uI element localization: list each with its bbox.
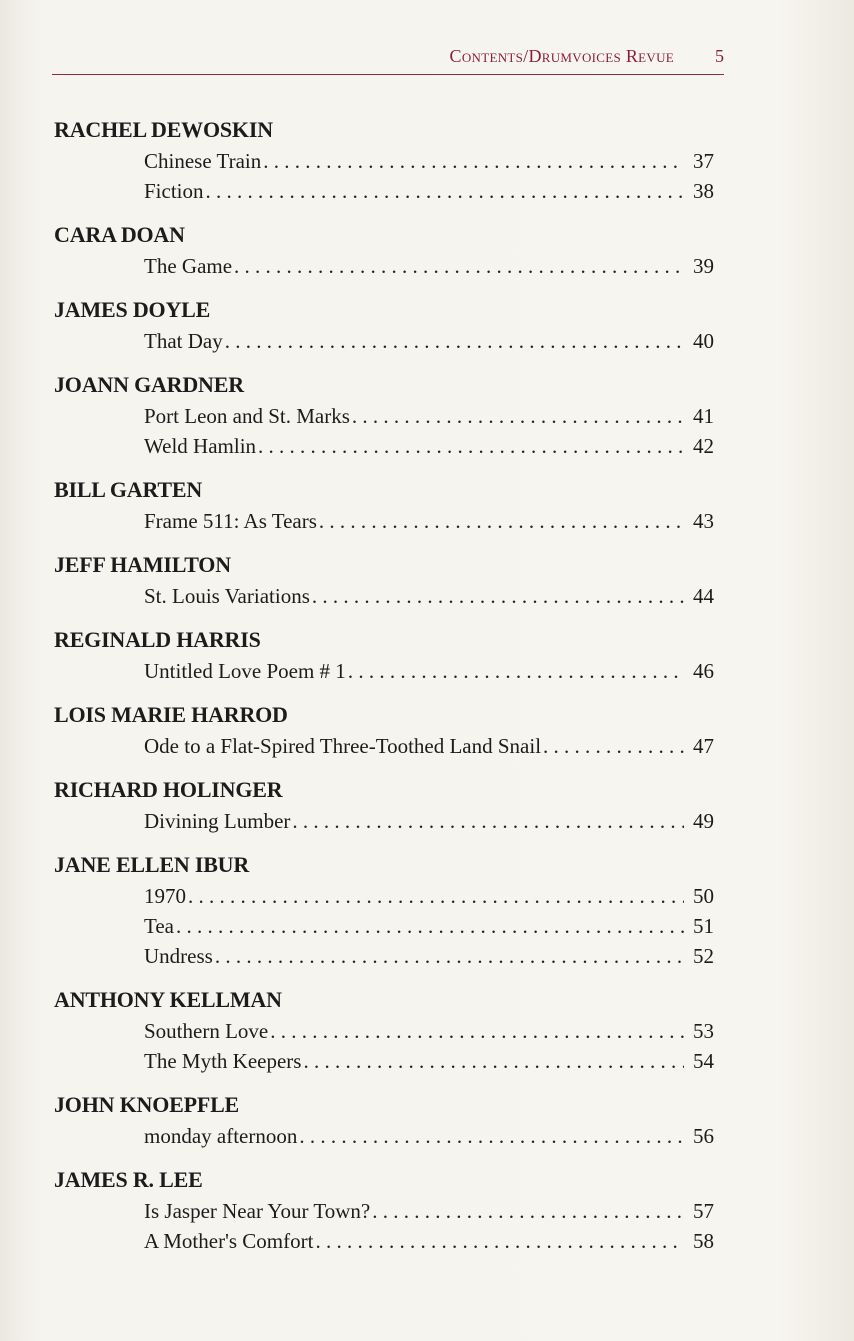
author-name: JOANN GARDNER [54,372,244,397]
work-page-number: 54 [693,1049,714,1073]
dot-leader [319,506,684,536]
work-page-number: 41 [693,404,714,428]
entry-spacer [54,461,714,473]
toc-entry [54,983,714,1076]
toc-entry [54,293,714,356]
toc-work-row [144,1016,714,1046]
work-title: 1970 [144,884,186,908]
toc-work-row [144,1046,714,1076]
dot-leader [206,176,684,206]
work-title: Weld Hamlin [144,434,257,458]
entry-spacer [54,761,714,773]
dot-leader [188,881,684,911]
work-page-number: 44 [693,584,714,608]
dot-leader [312,581,684,611]
work-page-number: 58 [693,1229,714,1253]
dot-leader [215,941,684,971]
work-title: Is Jasper Near Your Town? [144,1199,371,1223]
work-title: St. Louis Variations [144,584,310,608]
toc-work-row [144,1121,714,1151]
author-name: JOHN KNOEPFLE [54,1092,240,1117]
work-page-number: 40 [693,329,714,353]
entry-spacer [54,536,714,548]
work-page-number: 37 [693,149,714,173]
dot-leader [352,401,684,431]
header-title: Contents/Drumvoices Revue [449,46,674,66]
toc-work-row [144,176,714,206]
work-title: Divining Lumber [144,809,291,833]
dot-leader [258,431,684,461]
toc-work-row [144,431,714,461]
work-page-number: 49 [693,809,714,833]
author-name: JANE ELLEN IBUR [54,852,250,877]
toc-entry [54,848,714,971]
toc-entry [54,218,714,281]
toc-work-row [144,941,714,971]
work-page-number: 42 [693,434,714,458]
toc-entry [54,1088,714,1151]
dot-leader [372,1196,684,1226]
entry-spacer [54,356,714,368]
work-page-number: 46 [693,659,714,683]
toc-entry [54,473,714,536]
toc-work-row [144,731,714,761]
dot-leader [176,911,684,941]
work-page-number: 50 [693,884,714,908]
work-title: Chinese Train [144,149,262,173]
toc-work-row [144,911,714,941]
dot-leader [270,1016,684,1046]
work-page-number: 38 [693,179,714,203]
entry-spacer [54,611,714,623]
work-page-number: 43 [693,509,714,533]
author-name: JEFF HAMILTON [54,552,231,577]
work-page-number: 56 [693,1124,714,1148]
dot-leader [315,1226,684,1256]
toc-work-row [144,881,714,911]
work-page-number: 39 [693,254,714,278]
dot-leader [234,251,684,281]
author-name: ANTHONY KELLMAN [54,987,282,1012]
toc-entry [54,623,714,686]
work-title: The Myth Keepers [144,1049,302,1073]
entry-spacer [54,281,714,293]
toc-entry [54,368,714,461]
toc-work-row [144,581,714,611]
entry-spacer [54,686,714,698]
work-title: Undress [144,944,213,968]
toc-entry [54,113,714,206]
author-name: LOIS MARIE HARROD [54,702,288,727]
header-page-number: 5 [715,46,724,66]
work-title: Southern Love [144,1019,269,1043]
author-name: REGINALD HARRIS [54,627,261,652]
entry-spacer [54,1151,714,1163]
author-name: CARA DOAN [54,222,185,247]
work-page-number: 52 [693,944,714,968]
toc-work-row [144,1196,714,1226]
dot-leader [303,1046,684,1076]
dot-leader [292,806,684,836]
dot-leader [543,731,684,761]
dot-leader [263,146,684,176]
toc-entry [54,1163,714,1256]
entry-spacer [54,836,714,848]
work-title: Port Leon and St. Marks [144,404,350,428]
dot-leader [348,656,684,686]
dot-leader [225,326,684,356]
entry-spacer [54,1076,714,1088]
toc-work-row [144,251,714,281]
toc-work-row [144,326,714,356]
work-page-number: 51 [693,914,714,938]
toc-work-row [144,146,714,176]
toc-work-row [144,656,714,686]
dot-leader [299,1121,684,1151]
entry-spacer [54,206,714,218]
entry-spacer [54,971,714,983]
toc-entry [54,773,714,836]
work-title: Ode to a Flat-Spired Three-Toothed Land Snail [144,734,542,758]
author-name: BILL GARTEN [54,477,203,502]
work-page-number: 47 [693,734,714,758]
work-title: Untitled Love Poem # 1 [144,659,346,683]
toc-work-row [144,506,714,536]
author-name: JAMES R. LEE [54,1167,203,1192]
work-title: A Mother's Comfort [144,1229,314,1253]
work-title: monday afternoon [144,1124,298,1148]
running-header [52,44,724,75]
toc-entry [54,548,714,611]
work-page-number: 53 [693,1019,714,1043]
author-name: RICHARD HOLINGER [54,777,283,802]
work-title: The Game [144,254,233,278]
author-name: RACHEL DEWOSKIN [54,117,273,142]
table-of-contents [54,113,714,1256]
work-title: That Day [144,329,223,353]
work-page-number: 57 [693,1199,714,1223]
toc-work-row [144,1226,714,1256]
toc-work-row [144,401,714,431]
work-title: Frame 511: As Tears [144,509,317,533]
author-name: JAMES DOYLE [54,297,211,322]
toc-work-row [144,806,714,836]
work-title: Fiction [144,179,204,203]
toc-entry [54,698,714,761]
work-title: Tea [144,914,175,938]
